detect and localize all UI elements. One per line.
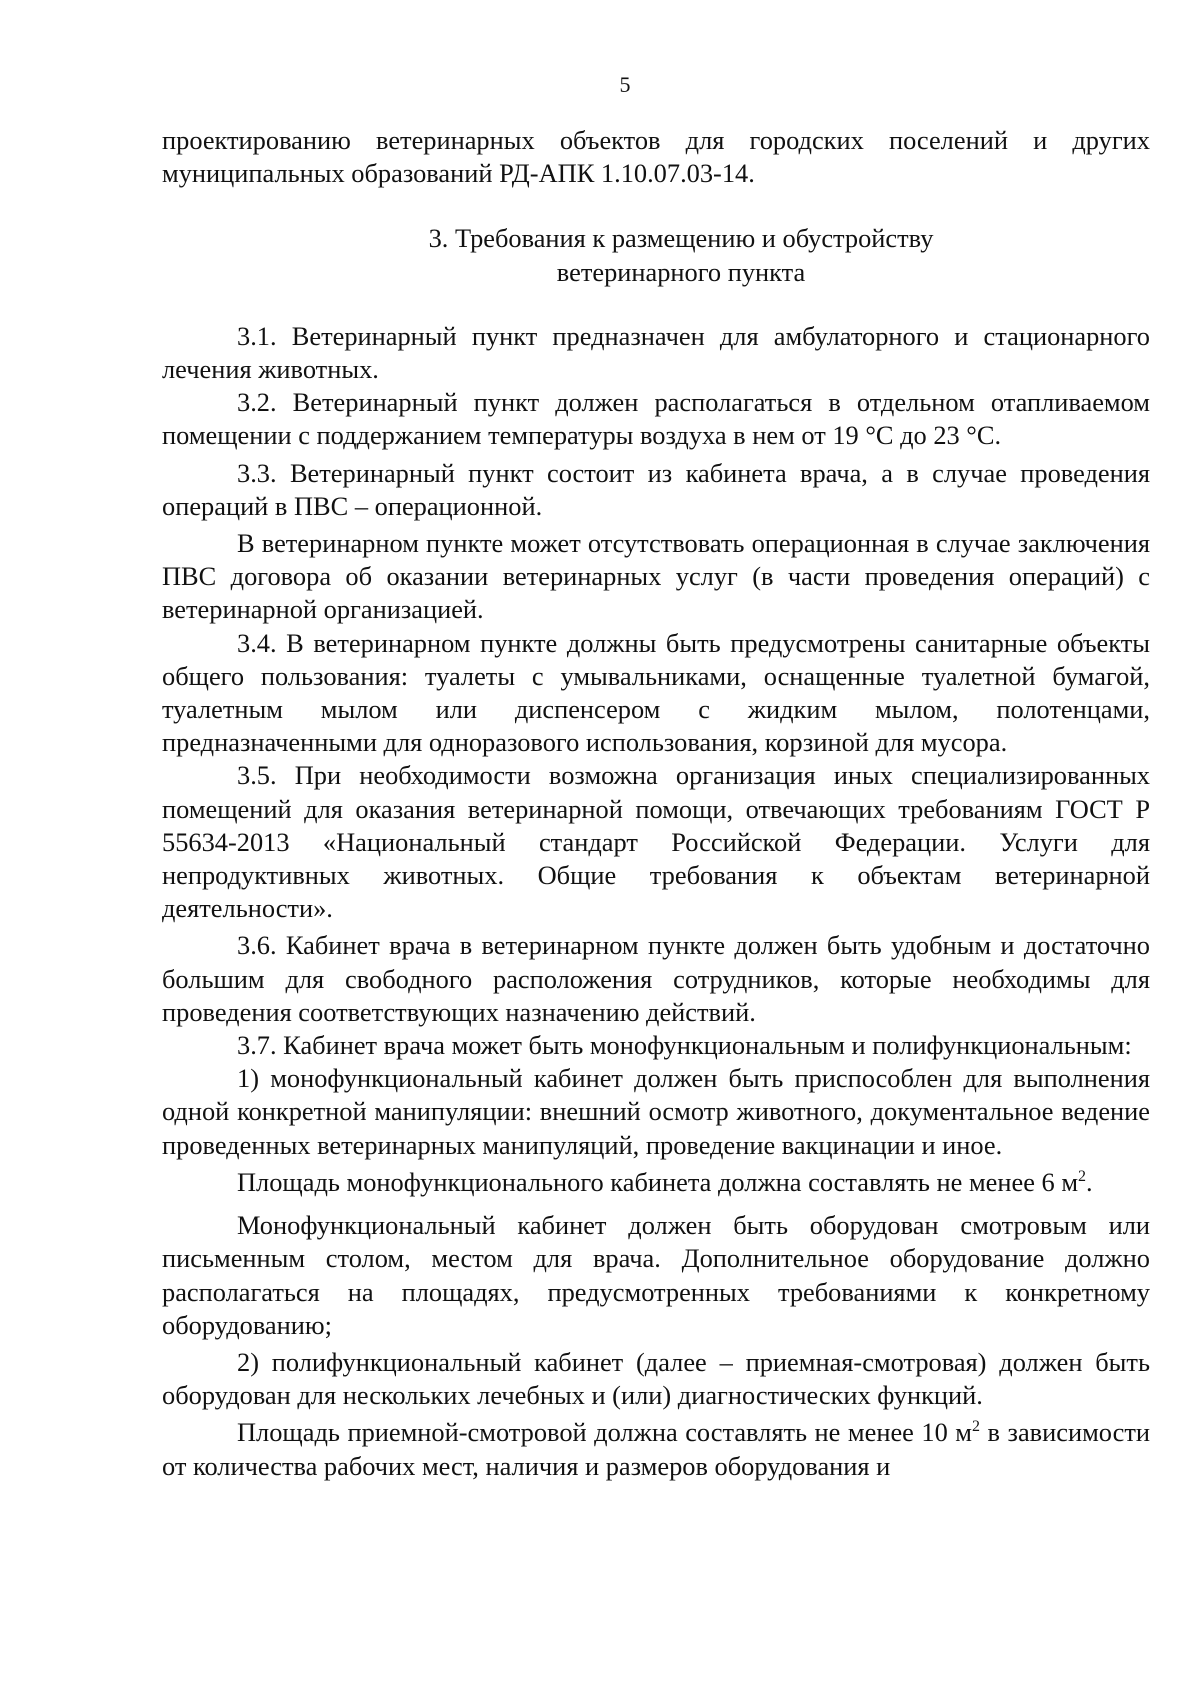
list-item-2: 2) полифункциональный кабинет (далее – приемная-смотровая) должен быть оборудован для нескольких лечебных и (или) диагностических функций. — [162, 1346, 1150, 1411]
mono-area-text: Площадь монофункционального кабинета должна составлять не менее 6 м — [237, 1166, 1079, 1197]
paragraph-3-5: 3.5. При необходимости возможна организация иных специализированных помещений для оказания ветеринарной помощи, отвечающих требованиям ГОСТ Р 55634-2013 «Национальный стандарт Российской Федерации. Услуги для непродуктивных животных. Общие требования к объектам ветеринарной деятельности». — [162, 760, 1150, 924]
paragraph-3-3-note: В ветеринарном пункте может отсутствовать операционная в случае заключения ПВС договора об оказании ветеринарных услуг (в части проведения операций) с ветеринарной организацией. — [162, 528, 1150, 625]
section-heading — [162, 222, 1150, 288]
mono-area-paragraph — [162, 1166, 1150, 1199]
paragraph-3-1: 3.1. Ветеринарный пункт предназначен для амбулаторного и стационарного лечения животных. — [162, 320, 1150, 385]
section-heading-line-1: 3. Требования к размещению и обустройству — [428, 223, 934, 254]
mono-area-superscript: 2 — [1078, 1168, 1087, 1186]
list-item-1: 1) монофункциональный кабинет должен быть приспособлен для выполнения одной конкретной манипуляции: внешний осмотр животного, документальное ведение проведенных ветеринарных манипуляций, проведение вакцинации и иное. — [162, 1063, 1150, 1160]
reception-area-end: в зависимости от количества рабочих мест, наличия и размеров оборудования и — [162, 1417, 1151, 1481]
document-body — [162, 124, 1150, 1483]
paragraph-3-3: 3.3. Ветеринарный пункт состоит из кабинета врача, а в случае проведения операций в ПВС – операционной. — [162, 457, 1150, 521]
section-heading-line-2: ветеринарного пункта — [556, 256, 806, 287]
paragraph-3-6: 3.6. Кабинет врача в ветеринарном пункте должен быть удобным и достаточно большим для свободного расположения сотрудников, которые необходимы для проведения соответствующих назначению действий. — [162, 930, 1150, 1027]
intro-continuation: проектированию ветеринарных объектов для городских поселений и других муниципальных образований РД-АПК 1.10.07.03-14. — [162, 125, 1150, 189]
mono-area-end: . — [1086, 1166, 1093, 1197]
page-number: 5 — [619, 72, 631, 97]
paragraph-3-2: 3.2. Ветеринарный пункт должен располагаться в отдельном отапливаемом помещении с поддержанием температуры воздуха в нем от 19 °С до 23 °С. — [162, 387, 1150, 451]
paragraph-3-4: 3.4. В ветеринарном пункте должны быть предусмотрены санитарные объекты общего пользования: туалеты с умывальниками, оснащенные туалетной бумагой, туалетным мылом или диспенсером с жидким мылом, полотенцами, предназначенными для одноразового использования, корзиной для мусора. — [162, 627, 1150, 758]
paragraph-3-7: 3.7. Кабинет врача может быть монофункциональным и полифункциональным: — [237, 1030, 1132, 1061]
reception-area-text: Площадь приемной-смотровой должна составлять не менее 10 м — [237, 1417, 973, 1448]
reception-area-superscript: 2 — [972, 1418, 981, 1436]
reception-area-paragraph — [162, 1416, 1150, 1482]
mono-equipment-paragraph: Монофункциональный кабинет должен быть оборудован смотровым или письменным столом, местом для врача. Дополнительное оборудование должно располагаться на площадях, предусмотренных требованиями к конкретному оборудованию; — [162, 1210, 1150, 1340]
